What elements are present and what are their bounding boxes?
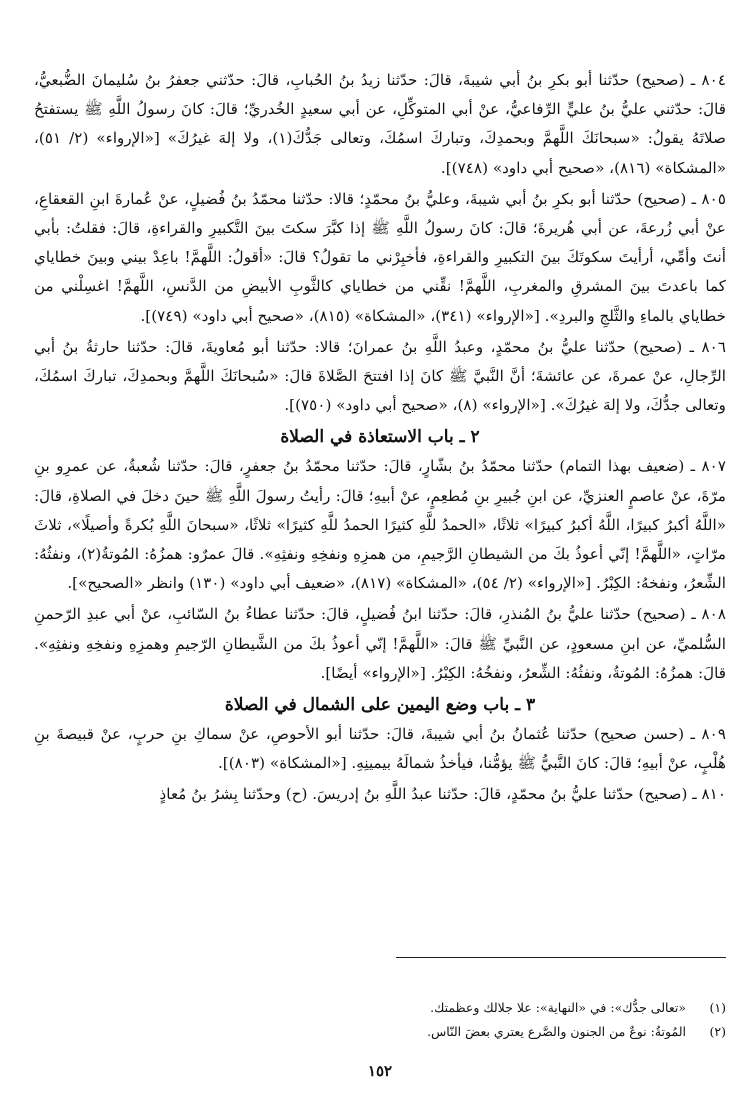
hadith-809: ٨٠٩ ـ (حسن صحيح) حدّثنا عُثمانُ بنُ أبي شيبةَ، قالَ: حدّثنا أبو الأحوصِ، عنْ سماكِ بنِ حربٍ، عنْ قبيصةَ بنِ هُلْبٍ، عنْ أبيهِ؛ قالَ: كانَ النَّبيُّ ﷺ يؤمُّنا، فيأخذُ شمالَهُ بيمينِهِ. [«المشكاة» (٨٠٣)]. xyxy=(34,725,726,773)
hadith-810: ٨١٠ ـ (صحيح) حدّثنا عليُّ بنُ محمّدٍ، قالَ: حدّثنا عبدُ اللَّهِ بنُ إدريسَ. (ح) وحدّثنا بِشرُ بنُ مُعاذٍ xyxy=(159,785,726,804)
hadith-804: ٨٠٤ ـ (صحيح) حدّثنا أبو بكرِ بنُ أبي شيبةَ، قالَ: حدّثنا زيدُ بنُ الحُبابِ، قالَ: حدّثني جعفرُ بنُ سُليمانَ الضُّبعيُّ، قالَ: حدّثني عليُّ بنُ عليٍّ الرِّفاعيُّ، عنْ أبي المتوكِّلِ، عن أبي سعيدٍ الخُدريِّ؛ قالَ: كانَ رسولُ اللَّهِ ﷺ يستفتحُ صلاتَهُ يقولُ: «سبحانَكَ اللَّهمَّ وبحمدِكَ، وتباركَ اسمُكَ، وتعالى جَدُّكَ(١)، ولا إلهَ غيرُكَ» [«الإرواء» (٢/ ٥١)، «المشكاة» (٨١٦)، «صحيح أبي داود» (٧٤٨)]. xyxy=(34,71,726,177)
footnotes xyxy=(34,996,726,1044)
hadith-805: ٨٠٥ ـ (صحيح) حدّثنا أبو بكرِ بنُ أبي شيبةَ، وعليُّ بنُ محمّدٍ؛ قالا: حدّثنا محمّدُ بنُ فُضيلٍ، عنْ عُمارةَ ابنِ القعقاعِ، عنْ أبي زُرعةَ، عن أبي هُريرةَ؛ قالَ: كانَ رسولُ اللَّهِ ﷺ إذا كبَّرَ سكتَ بينَ التَّكبيرِ والقراءةِ، قالَ: فقلتُ: بأبي أنتَ وأمِّي، أرأيتَ سكوتَكَ بينَ التكبيرِ والقراءةِ، فأخبِرْني ما تقولُ؟ قالَ: «أقولُ: اللَّهمَّ! باعِدْ بيني وبينَ خطاياي كما باعدتَ بينَ المشرقِ والمغربِ، اللَّهمَّ! نقِّني من خطاياي كالثَّوبِ الأبيضِ من الدَّنسِ، اللَّهمَّ! اغسِلْني من خطاياي بالماءِ والثَّلجِ والبردِ». [«الإرواء» (٣٤١)، «المشكاة» (٨١٥)، «صحيح أبي داود» (٧٤٩)]. xyxy=(34,189,726,325)
footnote-number: (٢) xyxy=(709,1024,726,1039)
footnote-item xyxy=(34,996,726,1020)
hadith-807: ٨٠٧ ـ (ضعيف بهذا التمام) حدّثنا محمّدُ بنُ بشّارٍ، قالَ: حدّثنا محمّدُ بنُ جعفرٍ، قالَ: حدّثنا شُعبةُ، عن عمرِو بنِ مرّةَ، عنْ عاصمٍ العنزيِّ، عن ابنِ جُبيرِ بنِ مُطعِمٍ، عنْ أبيهِ؛ قالَ: رأيتُ رسولَ اللَّهِ ﷺ حينَ دخلَ في الصلاةِ، قالَ: «اللَّهُ أكبرُ كبيرًا، اللَّهُ أكبرُ كبيرًا» ثلاثًا، «الحمدُ للَّهِ كثيرًا الحمدُ للَّهِ كثيرًا» ثلاثًا، «سبحانَ اللَّهِ بُكرةً وأصيلًا»، ثلاثَ مرّاتٍ، «اللَّهمَّ! إنّي أعوذُ بكَ من الشيطانِ الرَّجيمِ، من همزِهِ ونفخِهِ ونفثِهِ». قالَ عمرٌو: همزُهُ: المُوتةُ(٢)، ونفثُهُ: الشِّعرُ، ونفخهُ: الكِبْرُ. [«الإرواء» (٢/ ٥٤)، «المشكاة» (٨١٧)، «ضعيف أبي داود» (١٣٠) وانظر «الصحيح»]. xyxy=(34,457,726,593)
page-number: ١٥٢ xyxy=(367,1062,393,1080)
hadith-808: ٨٠٨ ـ (صحيح) حدّثنا عليُّ بنُ المُنذرِ، قالَ: حدّثنا ابنُ فُضيلٍ، قالَ: حدّثنا عطاءُ بنُ السّائبِ، عنْ أبي عبدِ الرّحمنِ السُّلميِّ، عن ابنِ مسعودٍ، عن النَّبيِّ ﷺ قالَ: «اللَّهمَّ! إنّي أعوذُ بكَ من الشَّيطانِ الرّجيمِ وهمزِهِ ونفخِهِ ونفثِهِ». قالَ: همزُهُ: المُوتةُ، ونفثُهُ: الشِّعرُ، ونفخُهُ: الكِبْرُ. [«الإرواء» أيضًا]. xyxy=(34,605,726,682)
footnote-item xyxy=(34,1020,726,1044)
footnote-text: «تعالى جدُّك»: في «النهاية»: علا جلالك وعظمتك. xyxy=(430,1000,686,1015)
chapter-heading-istiadha: ٢ ـ باب الاستعاذة في الصلاة xyxy=(280,427,480,448)
document-page xyxy=(34,66,726,1080)
footnote-number: (١) xyxy=(709,1000,726,1015)
footnote-text: المُوتةُ: نوعٌ من الجنون والصَّرع يعتري بعضَ النّاس. xyxy=(427,1024,686,1039)
chapter-heading-right-hand: ٣ ـ باب وضع اليمين على الشمال في الصلاة xyxy=(224,695,536,716)
footnote-divider xyxy=(396,957,726,958)
hadith-806: ٨٠٦ ـ (صحيح) حدّثنا عليُّ بنُ محمّدٍ، وعبدُ اللَّهِ بنُ عمرانَ؛ قالا: حدّثنا أبو مُعاويةَ، قالَ: حدّثنا حارثةُ بنُ أبي الرِّجالِ، عنْ عمرةَ، عن عائشةَ؛ أنَّ النَّبيَّ ﷺ كانَ إذا افتتحَ الصَّلاةَ قالَ: «سُبحانَكَ اللَّهمَّ وبحمدِكَ، تباركَ اسمُكَ، وتعالى جدُّكَ، ولا إلهَ غيرُكَ». [«الإرواء» (٨)، «صحيح أبي داود» (٧٥٠)]. xyxy=(34,337,726,415)
